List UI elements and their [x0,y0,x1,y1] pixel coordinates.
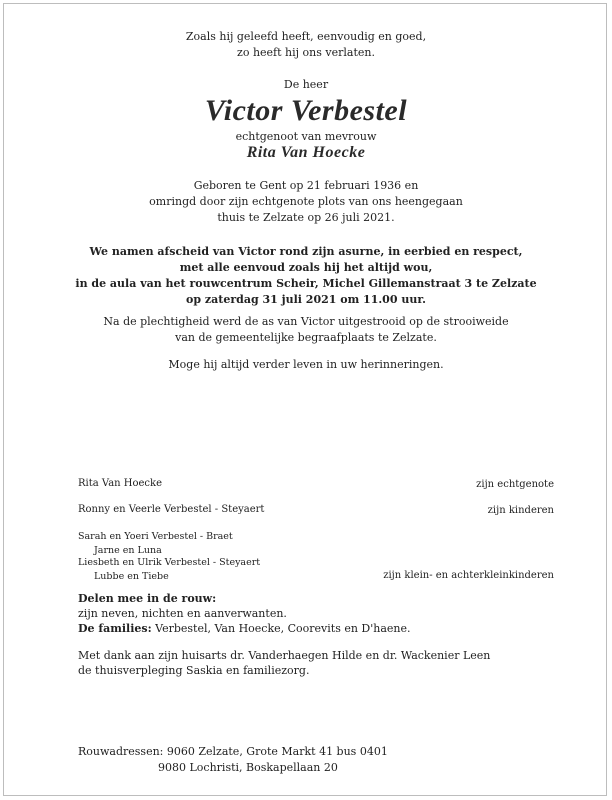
family-spouse-name: Rita Van Hoecke [78,478,163,489]
salutation: De heer [283,78,329,91]
families-text: Verbestel, Van Hoecke, Coorevits en D'haene. [151,622,411,635]
grandchildren-line-4: Lubbe en Tiebe [94,571,169,582]
families-label: De families: [78,622,152,635]
spouse-intro: echtgenoot van mevrouw [235,130,377,143]
mourning-relatives: zijn neven, nichten en aanverwanten. [78,607,287,620]
intro-line-1: Zoals hij geleefd heeft, eenvoudig en goed, [185,30,427,43]
thanks-line-2: de thuisverpleging Saskia en familiezorg. [78,664,310,677]
addresses-line-1 [78,745,388,758]
birth-line-1: Geboren te Gent op 21 februari 1936 en [193,179,419,192]
birth-line-3: thuis te Zelzate op 26 juli 2021. [217,211,395,224]
grandchildren-line-3: Liesbeth en Ulrik Verbestel - Steyaert [78,557,261,568]
birth-line-2: omringd door zijn echtgenote plots van ons heengegaan [149,195,463,208]
grandchildren-line-2: Jarne en Luna [94,545,162,556]
grandchildren-line-1: Sarah en Yoeri Verbestel - Braet [78,531,233,542]
thanks-line-1: Met dank aan zijn huisarts dr. Vanderhaegen Hilde en dr. Wackenier Leen [78,649,491,662]
farewell-line-1: We namen afscheid van Victor rond zijn asurne, in eerbied en respect, [89,245,523,258]
deceased-name: Victor Verbestel [204,94,408,127]
farewell-line-2: met alle eenvoud zoals hij het altijd wou, [179,261,433,274]
farewell-line-4: op zaterdag 31 juli 2021 om 11.00 uur. [186,293,426,306]
ashes-line-2: van de gemeentelijke begraafplaats te Zelzate. [175,331,437,344]
family-children-role: zijn kinderen [487,505,554,516]
address-1: 9060 Zelzate, Grote Markt 41 bus 0401 [163,745,388,758]
family-children-name: Ronny en Veerle Verbestel - Steyaert [78,504,265,515]
intro-line-2: zo heeft hij ons verlaten. [237,46,375,59]
spouse-name: Rita Van Hoecke [246,144,366,161]
family-spouse-role: zijn echtgenote [476,479,554,490]
mourning-heading: Delen mee in de rouw: [78,592,217,605]
memory-line: Moge hij altijd verder leven in uw herinneringen. [168,358,444,371]
ashes-line-1: Na de plechtigheid werd de as van Victor uitgestrooid op de strooiweide [103,315,509,328]
grandchildren-role: zijn klein- en achterkleinkinderen [383,570,554,581]
addresses-label: Rouwadressen: [78,745,164,758]
address-2: 9080 Lochristi, Boskapellaan 20 [158,761,338,774]
mourning-families [78,622,411,635]
farewell-line-3: in de aula van het rouwcentrum Scheir, Michel Gillemanstraat 3 te Zelzate [75,277,537,290]
